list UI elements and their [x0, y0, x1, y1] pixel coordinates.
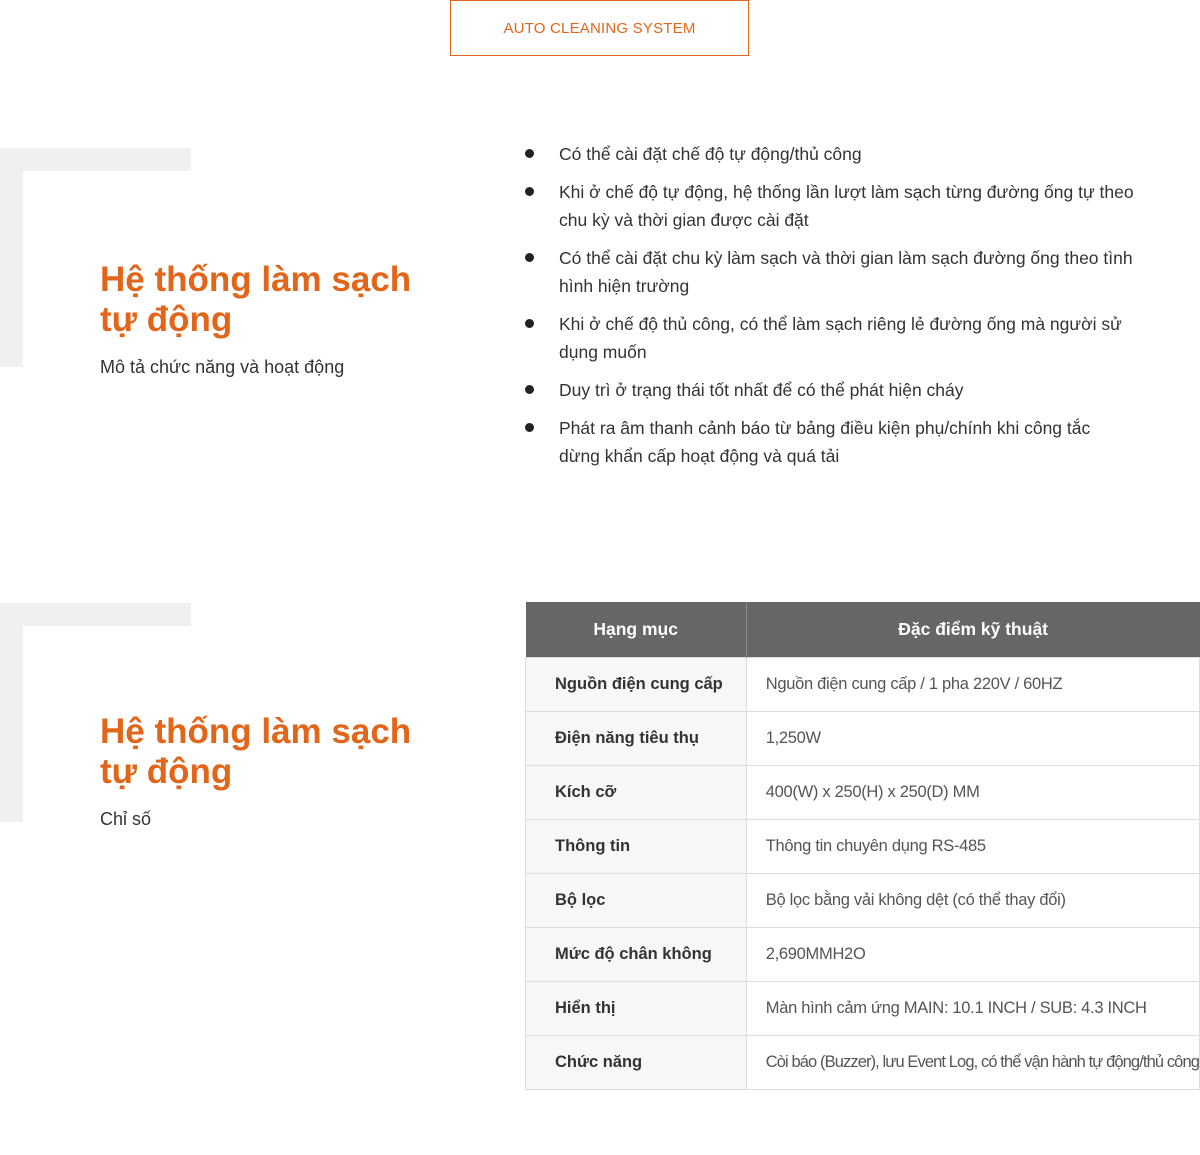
- table-row: [526, 874, 1200, 928]
- spec-item-value: Còi báo (Buzzer), lưu Event Log, có thể vận hành tự động/thủ công: [746, 1036, 1199, 1090]
- section2-subtitle: Chỉ số: [100, 809, 152, 829]
- table-row: [526, 712, 1200, 766]
- bullet-icon: [525, 149, 534, 158]
- bullet-icon: [525, 187, 534, 196]
- feature-item: [525, 140, 1135, 168]
- spec-item-name: Bộ lọc: [526, 874, 747, 928]
- feature-item: [525, 178, 1135, 234]
- bullet-icon: [525, 385, 534, 394]
- table-row: [526, 820, 1200, 874]
- spec-item-value: 400(W) x 250(H) x 250(D) MM: [746, 766, 1199, 820]
- bullet-icon: [525, 423, 534, 432]
- section1-title: Hệ thống làm sạch tự động: [100, 260, 412, 339]
- auto-cleaning-system-tab[interactable]: AUTO CLEANING SYSTEM: [450, 0, 749, 56]
- spec-item-value: Thông tin chuyên dụng RS-485: [746, 820, 1199, 874]
- spec-item-value: Màn hình cảm ứng MAIN: 10.1 INCH / SUB: 4.3 INCH: [746, 982, 1199, 1036]
- bullet-icon: [525, 319, 534, 328]
- table-row: [526, 658, 1200, 712]
- spec-item-name: Nguồn điện cung cấp: [526, 658, 747, 712]
- bullet-icon: [525, 253, 534, 262]
- feature-list: [525, 140, 1135, 480]
- header-specification: Đặc điểm kỹ thuật: [746, 602, 1199, 658]
- feature-item: [525, 310, 1135, 366]
- feature-item: [525, 244, 1135, 300]
- feature-text: Khi ở chế độ thủ công, có thể làm sạch riêng lẻ đường ống mà người sử dụng muốn: [559, 314, 1122, 362]
- spec-item-value: Nguồn điện cung cấp / 1 pha 220V / 60HZ: [746, 658, 1199, 712]
- feature-item: [525, 376, 1135, 404]
- table-row: [526, 928, 1200, 982]
- feature-text: Khi ở chế độ tự động, hệ thống lần lượt làm sạch từng đường ống tự theo chu kỳ và thời gian được cài đặt: [559, 182, 1134, 230]
- table-row: [526, 766, 1200, 820]
- table-row: [526, 1036, 1200, 1090]
- spec-item-value: 2,690MMH2O: [746, 928, 1199, 982]
- spec-item-value: Bộ lọc bằng vải không dệt (có thể thay đổi): [746, 874, 1199, 928]
- feature-text: Có thể cài đặt chế độ tự động/thủ công: [559, 144, 862, 164]
- feature-text: Phát ra âm thanh cảnh báo từ bảng điều kiện phụ/chính khi công tắc dừng khẩn cấp hoạt động và quá tải: [559, 418, 1091, 466]
- spec-item-name: Hiển thị: [526, 982, 747, 1036]
- spec-item-name: Kích cỡ: [526, 766, 747, 820]
- spec-item-name: Thông tin: [526, 820, 747, 874]
- feature-item: [525, 414, 1135, 470]
- header-category: Hạng mục: [526, 602, 747, 658]
- section2-title: Hệ thống làm sạch tự động: [100, 712, 412, 791]
- spec-table-header-row: [526, 602, 1200, 658]
- spec-item-name: Chức năng: [526, 1036, 747, 1090]
- feature-text: Có thể cài đặt chu kỳ làm sạch và thời gian làm sạch đường ống theo tình hình hiện trường: [559, 248, 1133, 296]
- table-row: [526, 982, 1200, 1036]
- feature-text: Duy trì ở trạng thái tốt nhất để có thể phát hiện cháy: [559, 380, 964, 400]
- spec-item-value: 1,250W: [746, 712, 1199, 766]
- spec-table: [525, 602, 1200, 1090]
- section1-subtitle: Mô tả chức năng và hoạt động: [100, 357, 345, 377]
- spec-item-name: Mức độ chân không: [526, 928, 747, 982]
- spec-item-name: Điện năng tiêu thụ: [526, 712, 747, 766]
